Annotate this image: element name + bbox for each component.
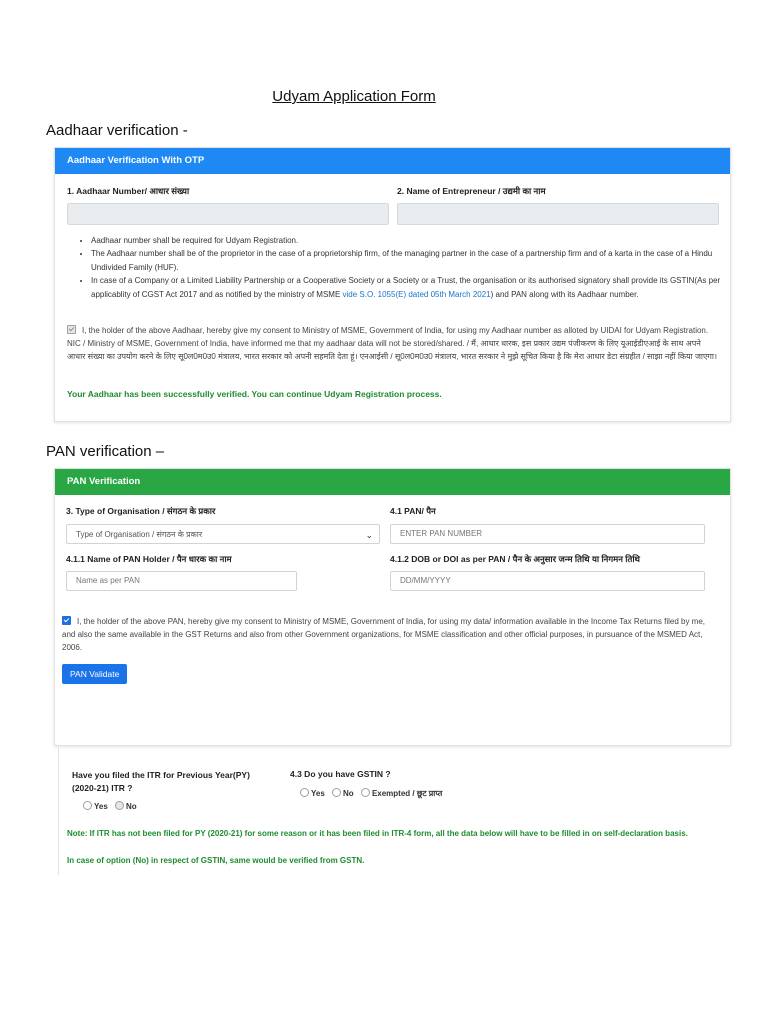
pan-holder-label: 4.1.1 Name of PAN Holder / पैन धारक का नाम (66, 554, 232, 564)
gstin-exempted-label: Exempted / छूट प्राप्त (371, 789, 443, 798)
aadhaar-notes-list (69, 234, 741, 301)
gstin-question: 4.3 Do you have GSTIN ? (290, 769, 391, 779)
aadhaar-number-label: 1. Aadhaar Number/ आधार संख्या (67, 186, 190, 196)
radio-icon (300, 788, 309, 797)
itr-yes-option[interactable] (83, 801, 108, 811)
aadhaar-note-text: In case of a Company or a Limited Liability Partnership or a Cooperative Society or a Society or a Trust, the organisation or its authorised signatory shall provide its GSTIN(As per applicablity of CGST Act 2017 and as notified by the ministry of MSME (91, 276, 721, 299)
dob-input[interactable] (390, 571, 705, 591)
pan-validate-button[interactable]: PAN Validate (62, 664, 127, 684)
notification-link[interactable]: vide S.O. 1055(E) dated 05th March 2021 (342, 289, 491, 299)
gstin-yes-label: Yes (311, 789, 325, 798)
itr-radio-group (83, 801, 142, 811)
aadhaar-note-item (91, 274, 741, 301)
aadhaar-consent-checkbox[interactable] (67, 325, 76, 334)
itr-no-label: No (126, 802, 137, 811)
pan-card (54, 468, 731, 746)
chevron-down-icon: ⌄ (365, 530, 373, 540)
radio-icon (361, 788, 370, 797)
aadhaar-consent-text: I, the holder of the above Aadhaar, hereby give my consent to Ministry of MSME, Government of India, for using my Aadhaar number as alloted by UIDAI for Udyam Registration. NIC / Ministry of MSME, Government of India, have informed me that my aadhaar data will not be stored/shared. / मैं, आधार धारक, इस प्रकार उद्यम पंजीकरण के लिए यूआईडीएआई के साथ अपने आधार संख्या का उपयोग करने के लिए सू0ल0म0उ0 मंत्रालय, भारत सरकार को अपनी सहमति देता हूं। एनआईसी / सू0ल0म0उ0 मंत्रालय, भारत सरकार ने मुझे सूचित किया है कि मेरा आधार डेटा संग्रहीत / साझा नहीं किया जाएगा। (67, 326, 718, 362)
radio-icon (332, 788, 341, 797)
aadhaar-note-item: • The Aadhaar number shall be of the proprietor in the case of a proprietorship firm, of the managing partner in the case of a partnership firm and of a karta in the case of a Hindu Undivided Family (HUF). (91, 247, 741, 274)
radio-icon (83, 801, 92, 810)
gstin-no-label: No (343, 789, 354, 798)
aadhaar-consent (67, 324, 719, 364)
pan-input[interactable] (390, 524, 705, 544)
org-type-label: 3. Type of Organisation / संगठन के प्रकार (66, 506, 216, 516)
entrepreneur-name-input[interactable] (397, 203, 719, 225)
itr-question-line: Have you filed the ITR for Previous Year(PY) (72, 770, 250, 780)
aadhaar-success-message: Your Aadhaar has been successfully verified. You can continue Udyam Registration process. (67, 389, 442, 399)
entrepreneur-name-label: 2. Name of Entrepreneur / उद्यमी का नाम (397, 186, 546, 196)
gstin-yes-option[interactable] (300, 788, 325, 798)
aadhaar-note-item: • Aadhaar number shall be required for Udyam Registration. (91, 234, 741, 247)
gstin-no-option[interactable] (332, 788, 354, 798)
itr-no-option[interactable] (115, 801, 137, 811)
org-type-selected-value: Type of Organisation / संगठन के प्रकार (76, 530, 203, 539)
itr-note: Note: If ITR has not been filed for PY (2020-21) for some reason or it has been filed in ITR-4 form, all the data below will have to be filled in on self-declaration basis. (67, 829, 688, 838)
itr-gstin-panel (58, 747, 731, 875)
radio-icon (115, 801, 124, 810)
aadhaar-section-heading: Aadhaar verification - (46, 122, 188, 139)
pan-consent (62, 615, 719, 655)
pan-label: 4.1 PAN/ पैन (390, 506, 436, 516)
itr-question-line: (2020-21) ITR ? (72, 783, 133, 793)
gstin-exempted-option[interactable] (361, 788, 442, 799)
document-title: Udyam Application Form (272, 88, 436, 105)
pan-consent-checkbox[interactable] (62, 616, 71, 625)
pan-holder-input[interactable] (66, 571, 297, 591)
pan-consent-text: I, the holder of the above PAN, hereby give my consent to Ministry of MSME, Government of India, for using my data/ information available in the Income Tax Returns filed by me, and also the same available in the GST Returns and also from other Government organizations, for MSME classification and other official purposes, in pursuance of the MSMED Act, 2006. (62, 617, 706, 653)
aadhaar-card-header: Aadhaar Verification With OTP (55, 148, 730, 174)
pan-section-heading: PAN verification – (46, 443, 165, 460)
itr-question (72, 769, 250, 795)
gstin-note: In case of option (No) in respect of GSTIN, same would be verified from GSTN. (67, 856, 365, 865)
aadhaar-number-input[interactable] (67, 203, 389, 225)
gstin-radio-group (300, 788, 447, 799)
dob-label: 4.1.2 DOB or DOI as per PAN / पैन के अनुसार जन्म तिथि या निगमन तिथि (390, 554, 640, 564)
org-type-select[interactable] (66, 524, 380, 544)
aadhaar-card (54, 147, 731, 422)
pan-card-header: PAN Verification (55, 469, 730, 495)
itr-yes-label: Yes (94, 802, 108, 811)
aadhaar-note-text: ) and PAN along with its Aadhaar number. (490, 289, 639, 299)
